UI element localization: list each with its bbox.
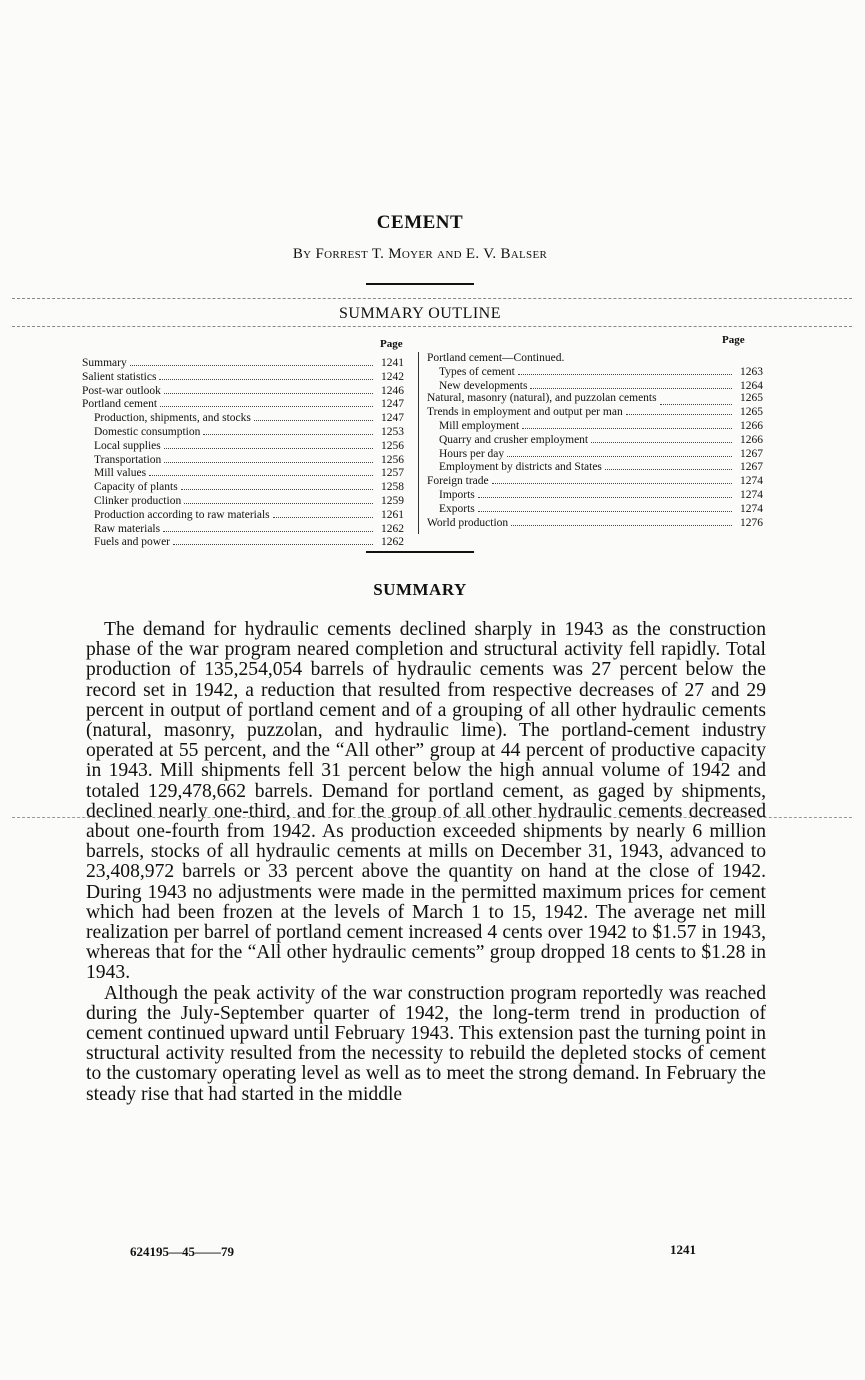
- outline-entry-label: Trends in employment and output per man: [427, 406, 623, 419]
- page-column-header-left: Page: [380, 338, 403, 350]
- outline-leader-dots: [130, 356, 373, 366]
- outline-entry-label: Quarry and crusher employment: [439, 433, 589, 446]
- outline-entry-page: 1258: [381, 481, 404, 494]
- outline-entry-label: Production, shipments, and stocks: [94, 412, 251, 425]
- outline-leader-dots: [164, 384, 373, 394]
- title-rule: [366, 283, 474, 285]
- outline-entry-label: Clinker production: [94, 494, 182, 507]
- outline-entry: [427, 379, 763, 393]
- outline-entry: [82, 466, 404, 480]
- outline-leader-dots: [159, 370, 373, 380]
- outline-entry: [427, 516, 763, 530]
- print-imprint: 624195—45——79: [130, 1244, 234, 1259]
- outline-entry: [427, 502, 763, 516]
- outline-entry-label: Mill values: [94, 467, 147, 480]
- summary-body: [86, 620, 766, 1105]
- outline-leader-dots: [164, 439, 373, 449]
- outline-entry-label: Types of cement: [439, 365, 515, 378]
- outline-entry-label: Local supplies: [94, 439, 161, 452]
- outline-leader-dots: [478, 488, 732, 498]
- outline-entry-label: Employment by districts and States: [439, 461, 602, 474]
- outline-left-column: [82, 356, 404, 549]
- outline-entry-page: 1276: [740, 516, 763, 529]
- outline-entry-page: 1259: [381, 494, 404, 507]
- outline-leader-dots: [273, 508, 373, 518]
- outline-entry-page: 1246: [381, 384, 404, 397]
- outline-leader-dots: [164, 453, 373, 463]
- outline-entry-page: 1263: [740, 365, 763, 378]
- outline-entry: [82, 384, 404, 398]
- outline-entry: [82, 439, 404, 453]
- outline-leader-dots: [149, 466, 373, 476]
- outline-entry-page: 1266: [740, 433, 763, 446]
- outline-leader-dots: [181, 480, 373, 490]
- outline-leader-dots: [591, 433, 732, 443]
- outline-leader-dots: [478, 502, 732, 512]
- outline-entry: [427, 447, 763, 461]
- summary-heading: SUMMARY: [373, 580, 467, 599]
- outline-entry-label: New developments: [439, 379, 528, 392]
- outline-leader-dots: [173, 535, 373, 545]
- outline-entry: [82, 535, 404, 549]
- outline-leader-dots: [507, 447, 732, 457]
- outline-entry: [427, 460, 763, 474]
- outline-entry: [427, 405, 763, 419]
- outline-leader-dots: [254, 411, 373, 421]
- outline-entry-page: 1247: [381, 412, 404, 425]
- outline-entry-page: 1257: [381, 467, 404, 480]
- page-number: 1241: [670, 1242, 696, 1257]
- outline-entry-label: Natural, masonry (natural), and puzzolan cements: [427, 392, 657, 405]
- outline-entry-label: Foreign trade: [427, 475, 489, 488]
- outline-leader-dots: [522, 419, 732, 429]
- outline-entry: [82, 356, 404, 370]
- outline-entry-page: 1253: [381, 425, 404, 438]
- outline-right-column: [427, 352, 763, 529]
- outline-entry-page: 1242: [381, 370, 404, 383]
- outline-entry-label: Fuels and power: [94, 536, 171, 549]
- outline-leader-dots: [163, 522, 373, 532]
- outline-entry-label: Domestic consumption: [94, 425, 201, 438]
- outline-entry: [82, 494, 404, 508]
- outline-entry-page: 1264: [740, 379, 763, 392]
- outline-entry: [427, 488, 763, 502]
- chapter-title: CEMENT: [376, 212, 464, 233]
- outline-entry-page: 1265: [740, 392, 763, 405]
- outline-leader-dots: [511, 516, 732, 526]
- outline-entry-page: 1274: [740, 502, 763, 515]
- outline-entry-page: 1267: [740, 447, 763, 460]
- outline-leader-dots: [660, 395, 732, 405]
- outline-entry-label: Imports: [439, 488, 475, 501]
- outline-entry-page: 1247: [381, 398, 404, 411]
- outline-entry-page: 1241: [381, 357, 404, 369]
- outline-entry-label: Summary: [82, 357, 127, 369]
- scan-line: [12, 817, 852, 818]
- outline-entry-page: 1274: [740, 488, 763, 501]
- outline-leader-dots: [160, 397, 373, 407]
- section-rule: [366, 551, 474, 553]
- outline-entry-label: Portland cement: [82, 398, 158, 411]
- outline-entry: [82, 522, 404, 536]
- scan-line: [12, 298, 852, 299]
- outline-entry: [82, 508, 404, 522]
- outline-entry: [82, 370, 404, 384]
- outline-heading: SUMMARY OUTLINE: [338, 305, 502, 322]
- outline-entry-label: Mill employment: [439, 419, 520, 432]
- outline-entry: [82, 425, 404, 439]
- summary-paragraph: Although the peak activity of the war construction program reportedly was reached during the July-September quarter of 1942, the long-term trend in production of cement continued upward until February 1943. This extension past the turning point in structural activity resulted from the necessity to rebuild the depleted stocks of cement to the customary operating level as well as to meet the strong demand. In February the steady rise that had started in the middle: [86, 982, 766, 1105]
- outline-leader-dots: [530, 379, 732, 389]
- chapter-authors: By Forrest T. Moyer and E. V. Balser: [292, 246, 548, 262]
- outline-entry-page: 1265: [740, 406, 763, 419]
- outline-entry: [82, 397, 404, 411]
- outline-entry-label: Raw materials: [94, 522, 161, 535]
- outline-entry: [82, 411, 404, 425]
- outline-entry-label: Post-war outlook: [82, 384, 161, 397]
- outline-leader-dots: [203, 425, 373, 435]
- outline-leader-dots: [605, 460, 732, 470]
- outline-leader-dots: [518, 365, 732, 375]
- outline-entry: [427, 474, 763, 488]
- outline-entry: [82, 453, 404, 467]
- outline-leader-dots: [184, 494, 373, 504]
- page-column-header-right: Page: [722, 334, 745, 346]
- outline-entry-page: 1267: [740, 461, 763, 474]
- outline-leader-dots: [626, 405, 732, 415]
- outline-entry: [427, 419, 763, 433]
- outline-entry-label: Salient statistics: [82, 370, 157, 383]
- outline-entry-page: 1274: [740, 475, 763, 488]
- outline-entry-page: 1256: [381, 439, 404, 452]
- outline-column-divider: [418, 352, 419, 534]
- outline-entry: [427, 365, 763, 379]
- outline-leader-dots: [492, 474, 732, 484]
- scan-line: [12, 326, 852, 327]
- outline-entry-page: 1256: [381, 453, 404, 466]
- outline-entry-page: 1262: [381, 522, 404, 535]
- outline-entry-label: Exports: [439, 502, 475, 515]
- outline-entry-page: 1261: [381, 508, 404, 521]
- outline-entry-page: 1262: [381, 536, 404, 549]
- outline-continued-label: Portland cement—Continued.: [427, 352, 565, 364]
- outline-entry-label: Transportation: [94, 453, 162, 466]
- outline-entry-label: Production according to raw materials: [94, 508, 270, 521]
- summary-paragraph: The demand for hydraulic cements declined sharply in 1943 as the construction phase of the war program neared completion and structural activity fell rapidly. Total production of 135,254,054 barrels of hydraulic cements was 27 percent below the record set in 1942, a reduction that resulted from respective decreases of 27 and 29 percent in output of portland cement and of a grouping of all other hydraulic cements (natural, masonry, puzzolan, and hydraulic lime). The portland-cement industry operated at 55 percent, and the “All other” group at 44 percent of productive capacity in 1943. Mill shipments fell 31 percent below the high annual volume of 1942 and totaled 129,478,662 barrels. Demand for portland cement, as gaged by shipments, declined nearly one-third, and for the group of all other hydraulic cements decreased about one-fourth from 1942. As production exceeded shipments by nearly 6 million barrels, stocks of all hydraulic cements at mills on December 31, 1943, advanced to 23,408,972 barrels or 33 percent above the quantity on hand at the close of 1942. During 1943 no adjustments were made in the permitted maximum prices for cement which had been frozen at the levels of March 1 to 15, 1942. The average net mill realization per barrel of portland cement increased 4 cents over 1942 to $1.57 in 1943, whereas that for the “All other hydraulic cements” group dropped 18 cents to $1.28 in 1943.: [86, 619, 766, 984]
- outline-entry-page: 1266: [740, 419, 763, 432]
- outline-entry: [427, 433, 763, 447]
- outline-entry-label: World production: [427, 516, 509, 529]
- outline-entry: [82, 480, 404, 494]
- outline-entry-label: Capacity of plants: [94, 481, 178, 494]
- outline-entry-label: Hours per day: [439, 447, 505, 460]
- outline-entry: [427, 392, 763, 405]
